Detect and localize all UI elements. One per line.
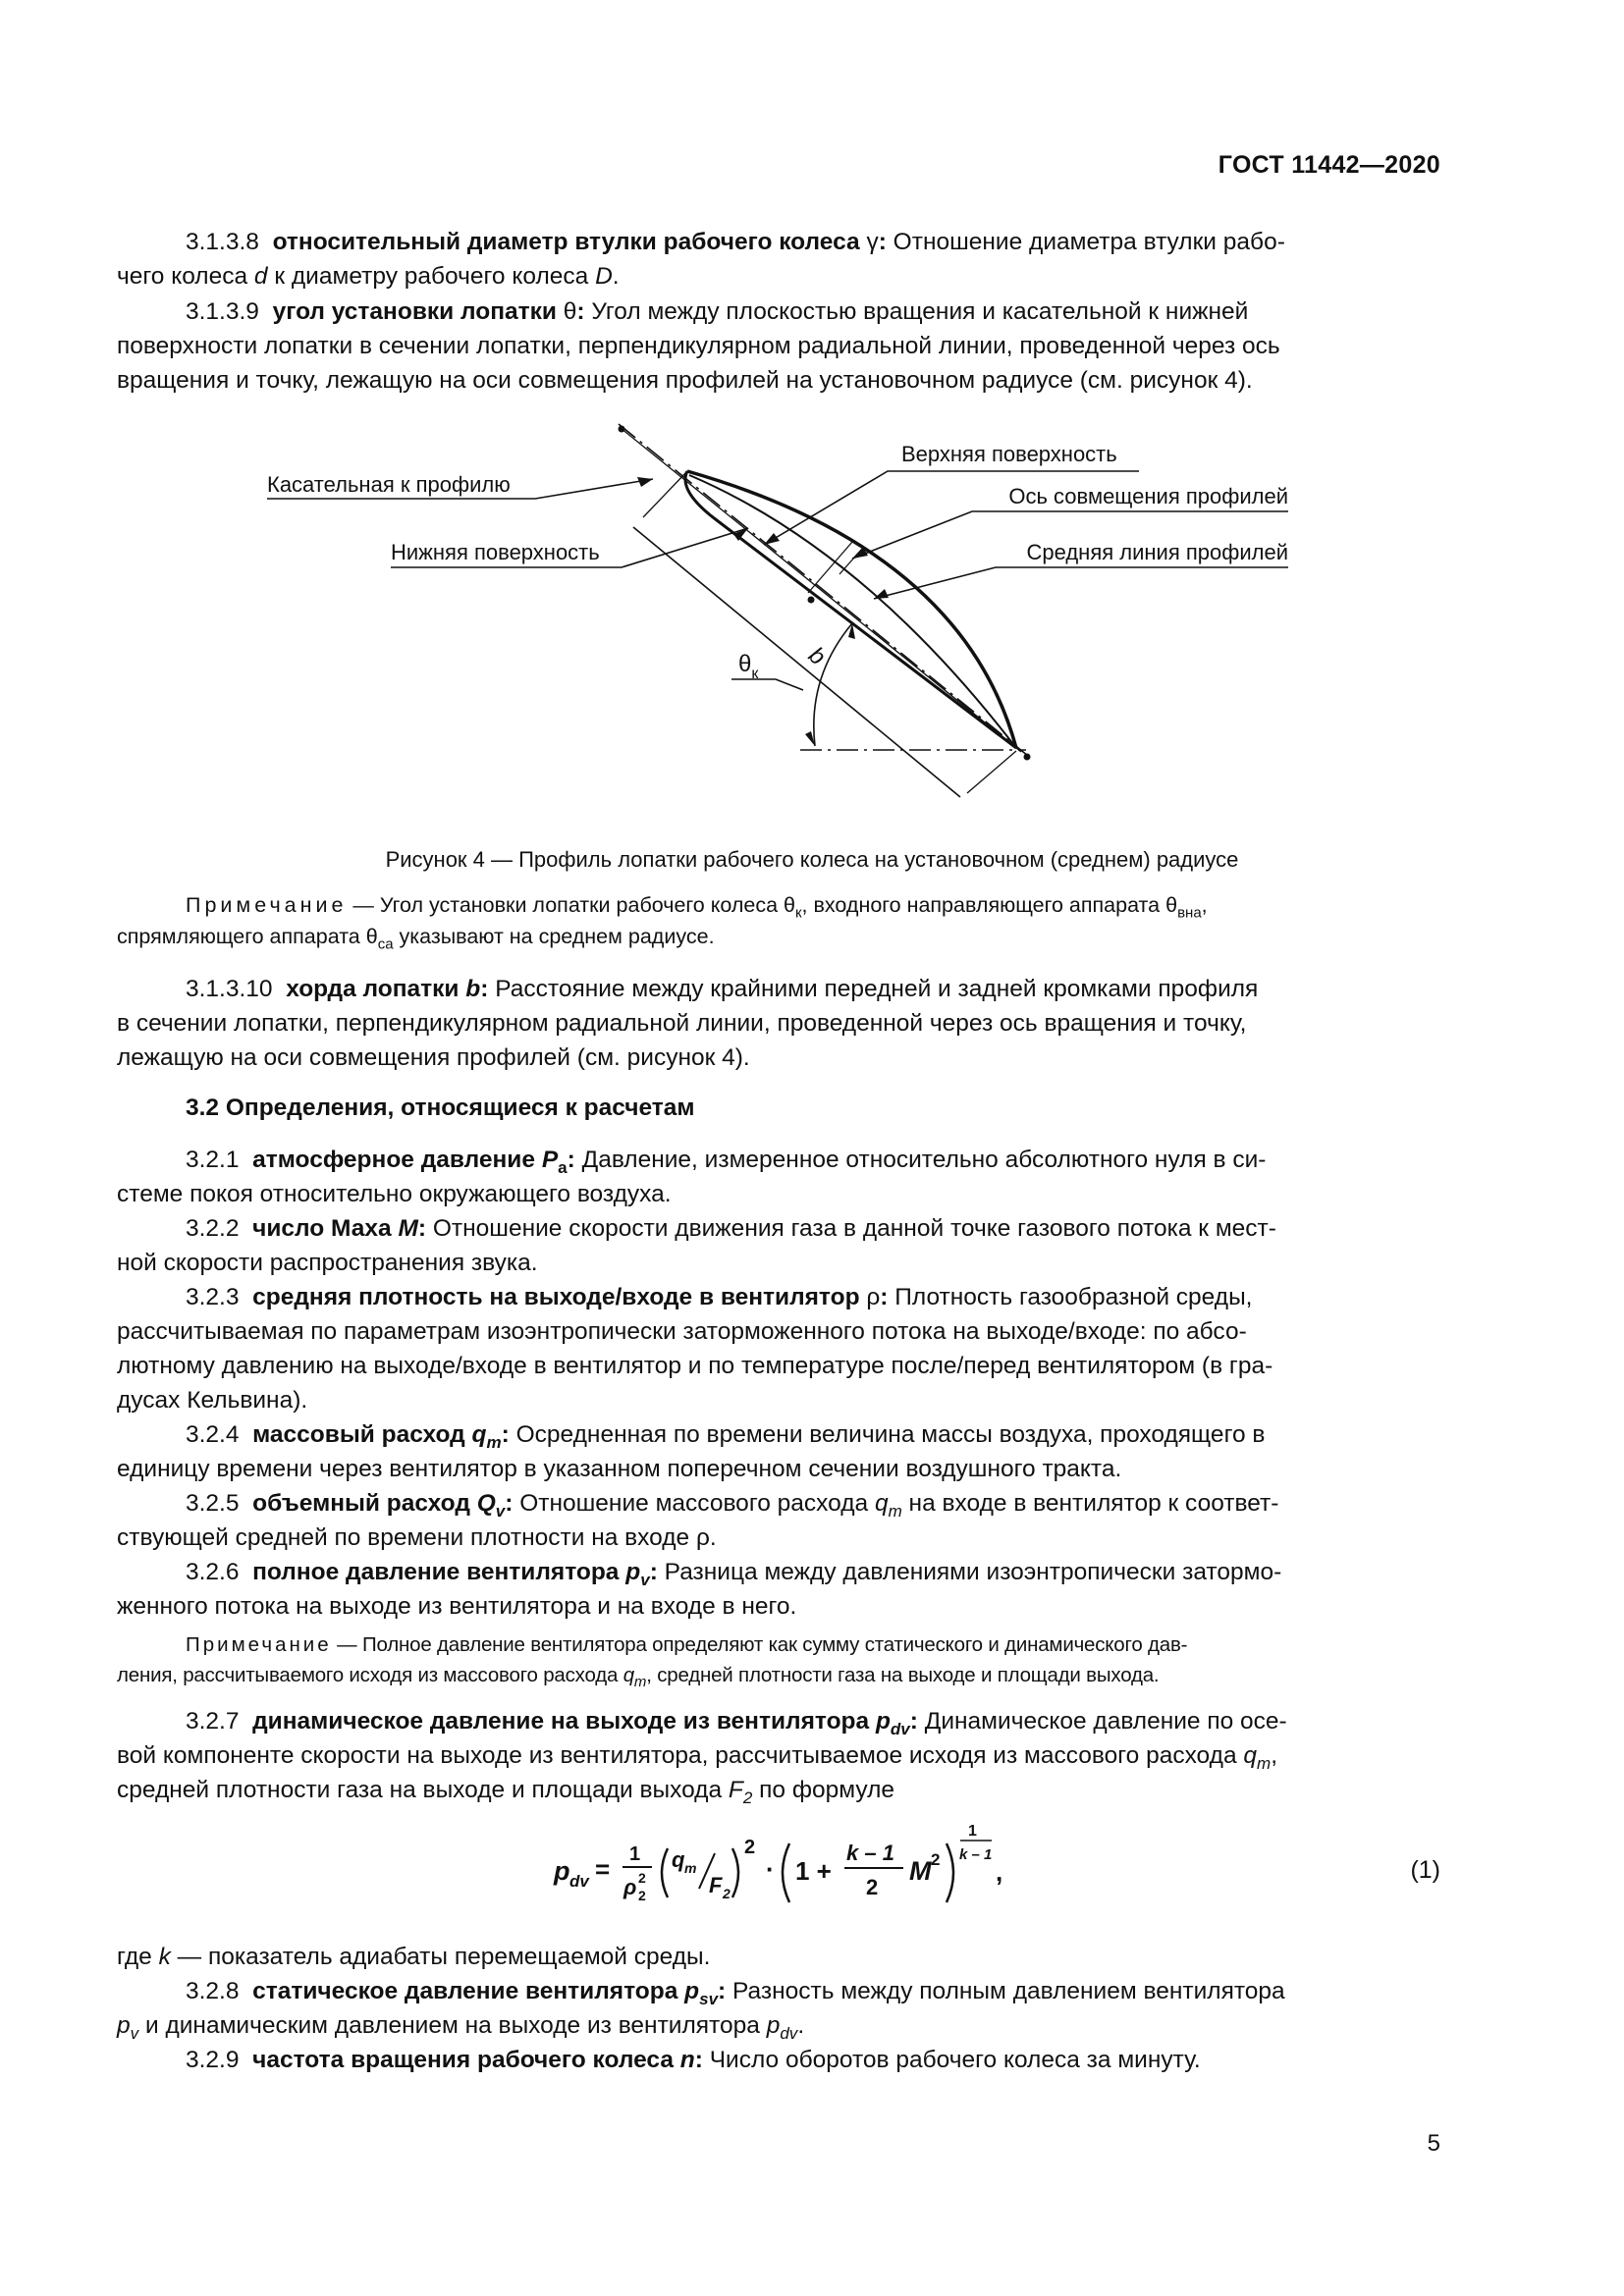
note-figure: Примечание — Угол установки лопатки рабочего колеса $\theta_к$, входного направляющего аппарата $\theta_{вна}$, спрямляющего аппарата $\theta_{са}$ указывают на среднем радиусе. (117, 893, 1208, 953)
svg-text:ρ: ρ (623, 1875, 637, 1899)
term: число Маха (252, 1215, 392, 1242)
term: объемный расход (252, 1490, 470, 1517)
symbol: P (541, 1147, 559, 1173)
symbol: p (875, 1708, 891, 1735)
clause-3-2-3: 3.2.3 средняя плотность на выходе/входе в вентилятор ρ: Плотность газообразной среды, рассчитываемая по параметрам изоэнтропически заторможенного потока на выходе/входе: по абсо- лютному давлению на выходе/входе в вентилятор и по температуре после/перед вентилятором (в гра- дусах Кельвина). (117, 1284, 1273, 1414)
label-lower-surface: Нижняя поверхность (391, 540, 600, 564)
symbol: Q (476, 1490, 496, 1517)
clause-3-1-3-10: 3.1.3.10 хорда лопатки b: Расстояние между крайними передней и задней кромками профиля в сечении лопатки, перпендикулярном радиальной линии, проведенной через ось вращения и точку, лежащую на оси совмещения профилей (см. рисунок 4). (117, 976, 1259, 1071)
clause-number: 3.2.5 (186, 1490, 240, 1517)
note-lead: Примечание (186, 893, 348, 917)
leader-mean (874, 567, 1288, 599)
svg-text:k – 1: k – 1 (846, 1841, 894, 1865)
clause-number: 3.2.2 (186, 1215, 240, 1242)
equation-dynamic-pressure (530, 1816, 1041, 1924)
page-number: 5 (1427, 2130, 1440, 2157)
term: атмосферное давление (252, 1147, 535, 1173)
leader-theta (731, 679, 803, 690)
symbol: q (471, 1421, 487, 1448)
clause-number: 3.2.4 (186, 1421, 240, 1448)
term: хорда лопатки (286, 976, 460, 1002)
svg-text:k – 1: k – 1 (959, 1846, 993, 1863)
section-heading-3-2: 3.2 Определения, относящиеся к расчетам (186, 1095, 695, 1121)
symbol: b (465, 976, 481, 1002)
svg-text:,: , (996, 1857, 1003, 1887)
term: относительный диаметр втулки рабочего колеса (272, 229, 860, 255)
term: динамическое давление на выходе из вентилятора (252, 1708, 870, 1735)
symbol: γ (866, 229, 879, 255)
symbol: ρ (866, 1284, 881, 1310)
svg-text:2: 2 (866, 1875, 879, 1899)
clause-3-2-4: 3.2.4 массовый расход $q_m$: Осредненная по времени величина массы воздуха, проходящего в единицу времени через вентилятор в указанном поперечном сечении воздушного тракта. (117, 1421, 1266, 1482)
note-lead: Примечание (186, 1633, 332, 1656)
equation-number: (1) (1410, 1856, 1440, 1884)
clause-3-1-3-9: 3.1.3.9 угол установки лопатки θ: Угол между плоскостью вращения и касательной к нижней поверхности лопатки в сечении лопатки, перпендикулярном радиальной линии, проведенной через ось вращения и точку, лежащую на оси совмещения профилей на установочном радиусе (см. рисунок 4). (117, 298, 1280, 394)
svg-text:2: 2 (744, 1837, 756, 1858)
svg-text:2: 2 (931, 1850, 941, 1869)
label-tangent: Касательная к профилю (267, 472, 511, 497)
note-total-pressure: Примечание — Полное давление вентилятора определяют как сумму статического и динамического дав- ления, рассчитываемого исходя из массового расхода $q_m$, средней плотности газа на выходе и площади выхода. (117, 1633, 1188, 1691)
svg-text:1: 1 (629, 1843, 641, 1865)
label-chord-b: b (803, 641, 831, 671)
clause-number: 3.2.6 (186, 1559, 240, 1585)
svg-text:1: 1 (968, 1823, 977, 1840)
clause-number: 3.1.3.9 (186, 298, 259, 325)
term: угол установки лопатки (272, 298, 557, 325)
term: статическое давление вентилятора (252, 1978, 678, 2004)
clause-number: 3.2.9 (186, 2047, 240, 2073)
term: частота вращения рабочего колеса (252, 2047, 674, 2073)
where-clause: где k — показатель адиабаты перемещаемой среды. (117, 1944, 711, 1970)
clause-number: 3.1.3.10 (186, 976, 273, 1002)
tangent-line (621, 428, 1021, 752)
label-theta: $\theta_к$ (738, 651, 759, 682)
svg-text:1 +: 1 + (795, 1856, 832, 1886)
symbol: M (398, 1215, 418, 1242)
symbol: θ (563, 298, 577, 325)
label-upper-surface: Верхняя поверхность (901, 442, 1117, 466)
clause-3-1-3-8: 3.1.3.8 относительный диаметр втулки рабочего колеса γ: Отношение диаметра втулки рабо- чего колеса d к диаметру рабочего колеса D. (117, 229, 1285, 290)
svg-text:p: p (554, 1856, 570, 1886)
profile-alignment-axis (619, 424, 1028, 756)
clause-number: 3.2.1 (186, 1147, 240, 1173)
svg-text:2: 2 (638, 1888, 646, 1903)
clause-3-2-9: 3.2.9 частота вращения рабочего колеса n: Число оборотов рабочего колеса за минуту. (186, 2047, 1201, 2073)
clause-number: 3.2.8 (186, 1978, 240, 2004)
label-mean-line: Средняя линия профилей (1026, 540, 1288, 564)
term: полное давление вентилятора (252, 1559, 620, 1585)
clause-number: 3.1.3.8 (186, 229, 259, 255)
clause-3-2-2: 3.2.2 число Маха M: Отношение скорости движения газа в данной точке газового потока к мест- ной скорости распространения звука. (117, 1215, 1276, 1276)
figure-caption: Рисунок 4 — Профиль лопатки рабочего колеса на установочном (среднем) радиусе (385, 847, 1239, 872)
symbol: p (684, 1978, 700, 2004)
svg-text:M: M (909, 1856, 932, 1886)
clause-3-2-7: 3.2.7 динамическое давление на выходе из вентилятора $p_{dv}$: Динамическое давление по осе- вой компоненте скорости на выходе из вентилятора, рассчитываемое исходя из массового расхода $q_m$, средней плотности газа на выходе и площади выхода $F_2$ по формуле (117, 1708, 1287, 1807)
svg-text:F: F (709, 1873, 723, 1897)
svg-text:=: = (595, 1854, 611, 1884)
svg-text:·: · (766, 1854, 775, 1884)
svg-text:dv: dv (569, 1872, 589, 1891)
document-id: ГОСТ 11442—2020 (1218, 151, 1440, 179)
symbol: n (679, 2047, 695, 2073)
term: массовый расход (252, 1421, 465, 1448)
svg-text:2: 2 (723, 1886, 731, 1901)
clause-3-2-1: 3.2.1 атмосферное давление $P_a$: Давление, измеренное относительно абсолютного нуля в си- стеме покоя относительно окружающего воздуха. (117, 1147, 1267, 1207)
label-alignment-axis: Ось совмещения профилей (1008, 484, 1288, 508)
clause-3-2-6: 3.2.6 полное давление вентилятора $p_v$: Разница между давлениями изоэнтропически затормо- женного потока на выходе из вентилятора и на входе в него. (117, 1559, 1282, 1620)
clause-number: 3.2.7 (186, 1708, 240, 1735)
clause-3-2-8: 3.2.8 статическое давление вентилятора $p_{sv}$: Разность между полным давлением вентилятора $p_v$ и динамическим давлением на выходе из вентилятора $p_{dv}$. (117, 1978, 1285, 2043)
svg-text:2: 2 (638, 1870, 646, 1886)
symbol: p (625, 1559, 641, 1585)
clause-number: 3.2.3 (186, 1284, 240, 1310)
term: средняя плотность на выходе/входе в вентилятор (252, 1284, 860, 1310)
svg-text:q: q (672, 1847, 685, 1872)
blade-profile-figure (0, 0, 1624, 883)
clause-3-2-5: 3.2.5 объемный расход $Q_v$: Отношение массового расхода $q_m$ на входе в вентилятор к соответ- ствующей средней по времени плотности на входе ρ. (117, 1490, 1279, 1551)
svg-text:m: m (684, 1860, 697, 1876)
